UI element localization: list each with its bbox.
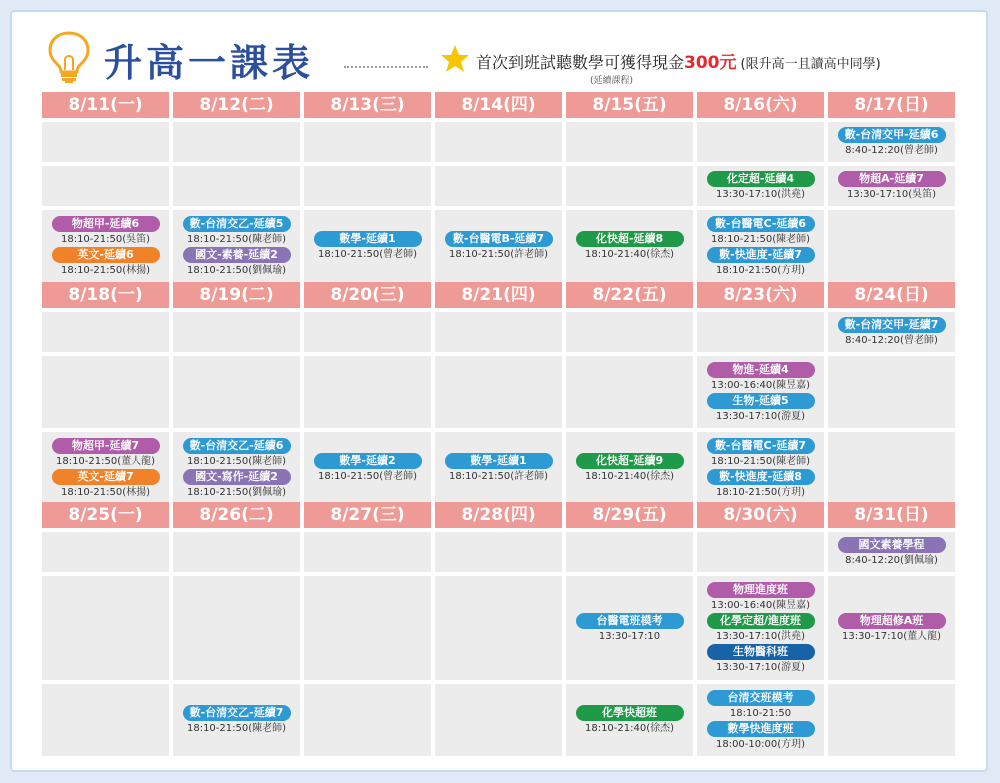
course-pill: 數-台清交乙-延續6 bbox=[183, 438, 291, 454]
schedule-cell bbox=[304, 532, 431, 572]
course-time: 18:10-21:50(董人龍) bbox=[55, 455, 156, 467]
schedule-cell bbox=[697, 432, 824, 504]
day-header: 8/11(一) bbox=[42, 92, 169, 118]
day-header: 8/19(二) bbox=[173, 282, 300, 308]
course-time: 18:10-21:40(徐杰) bbox=[584, 249, 675, 260]
course-time: 13:30-17:10(吳笛) bbox=[846, 189, 937, 200]
day-header: 8/15(五) bbox=[566, 92, 693, 118]
day-header: 8/14(四) bbox=[435, 92, 562, 118]
course-pill: 數-台清交乙-延續5 bbox=[183, 216, 291, 232]
course-time: 18:10-21:50(陳老師) bbox=[186, 723, 287, 734]
course-pill: 物超甲-延續7 bbox=[52, 438, 160, 454]
course-time: 18:10-21:50(方玥) bbox=[715, 486, 806, 498]
star-icon bbox=[440, 44, 470, 74]
course-pill: 化學定超/進度班 bbox=[707, 613, 815, 629]
schedule-cell bbox=[828, 356, 955, 428]
course-pill: 英文-延續6 bbox=[52, 247, 160, 263]
course-time: 18:10-21:50(陳老師) bbox=[186, 455, 287, 467]
course-time: 18:10-21:50(林揚) bbox=[60, 264, 151, 276]
day-header: 8/21(四) bbox=[435, 282, 562, 308]
schedule-cell bbox=[173, 312, 300, 352]
schedule-cell bbox=[697, 576, 824, 680]
schedule-cell bbox=[828, 532, 955, 572]
course-pill: 化快超-延續9 bbox=[576, 453, 684, 469]
course-pill: 數學快進度班 bbox=[707, 721, 815, 737]
promo-subnote: (延續課程) bbox=[590, 76, 634, 86]
course-time: 18:10-21:50(方玥) bbox=[715, 264, 806, 276]
course-time: 18:10-21:50(劉佩瑜) bbox=[186, 264, 287, 276]
schedule-cell bbox=[435, 576, 562, 680]
schedule-cell bbox=[435, 684, 562, 756]
course-time: 13:00-16:40(陳昱嘉) bbox=[710, 600, 811, 611]
schedule-cell bbox=[828, 122, 955, 162]
schedule-cell bbox=[828, 210, 955, 282]
schedule-cell bbox=[828, 166, 955, 206]
course-pill: 數-台醫電C-延續6 bbox=[707, 216, 815, 232]
day-header: 8/29(五) bbox=[566, 502, 693, 528]
course-pill: 化快超-延續8 bbox=[576, 231, 684, 247]
lightbulb-icon bbox=[46, 30, 92, 84]
day-header: 8/16(六) bbox=[697, 92, 824, 118]
day-header: 8/28(四) bbox=[435, 502, 562, 528]
schedule-cell bbox=[566, 166, 693, 206]
day-header: 8/30(六) bbox=[697, 502, 824, 528]
day-header: 8/18(一) bbox=[42, 282, 169, 308]
schedule-cell bbox=[697, 210, 824, 282]
course-time: 18:10-21:50(曾老師) bbox=[317, 471, 418, 482]
schedule-cell bbox=[173, 432, 300, 504]
course-time: 13:30-17:10(洪堯) bbox=[715, 189, 806, 200]
course-time: 13:00-16:40(陳昱嘉) bbox=[710, 379, 811, 391]
course-pill: 數-快進度-延續7 bbox=[707, 247, 815, 263]
course-time: 8:40-12:20(曾老師) bbox=[845, 145, 938, 156]
course-pill: 數學-延續2 bbox=[314, 453, 422, 469]
schedule-cell bbox=[566, 122, 693, 162]
schedule-cell bbox=[42, 532, 169, 572]
schedule-cell bbox=[42, 122, 169, 162]
schedule-cell bbox=[566, 312, 693, 352]
day-header: 8/12(二) bbox=[173, 92, 300, 118]
schedule-grid bbox=[42, 92, 958, 754]
course-time: 18:00-10:00(方玥) bbox=[715, 738, 806, 750]
schedule-cell bbox=[173, 576, 300, 680]
schedule-cell bbox=[697, 356, 824, 428]
course-pill: 物進-延續4 bbox=[707, 362, 815, 378]
day-header: 8/13(三) bbox=[304, 92, 431, 118]
course-pill: 台醫電班模考 bbox=[576, 613, 684, 629]
course-pill: 物理超修A班 bbox=[838, 613, 946, 629]
course-pill: 化定超-延續4 bbox=[707, 171, 815, 187]
course-time: 8:40-12:20(劉佩瑜) bbox=[845, 555, 938, 566]
schedule-cell bbox=[304, 432, 431, 504]
schedule-cell bbox=[435, 432, 562, 504]
schedule-cell bbox=[566, 210, 693, 282]
course-pill: 數-台醫電B-延續7 bbox=[445, 231, 553, 247]
course-pill: 數-快進度-延續8 bbox=[707, 469, 815, 485]
course-time: 18:10-21:50(許老師) bbox=[448, 249, 549, 260]
schedule-cell bbox=[173, 356, 300, 428]
day-header: 8/22(五) bbox=[566, 282, 693, 308]
page-title: 升高一課表 bbox=[104, 41, 315, 85]
schedule-cell bbox=[304, 166, 431, 206]
schedule-cell bbox=[566, 532, 693, 572]
course-pill: 國文-素養-延續2 bbox=[183, 247, 291, 263]
course-pill: 數-台醫電C-延續7 bbox=[707, 438, 815, 454]
schedule-cell bbox=[304, 684, 431, 756]
course-pill: 英文-延續7 bbox=[52, 469, 160, 485]
course-pill: 數學-延續1 bbox=[314, 231, 422, 247]
course-time: 18:10-21:50(陳老師) bbox=[186, 233, 287, 245]
course-time: 18:10-21:40(徐杰) bbox=[584, 723, 675, 734]
schedule-cell bbox=[304, 122, 431, 162]
promo-amount: 300元 bbox=[684, 53, 737, 73]
day-header: 8/17(日) bbox=[828, 92, 955, 118]
schedule-cell bbox=[566, 576, 693, 680]
course-time: 13:30-17:10(游夏) bbox=[715, 662, 806, 673]
course-time: 18:10-21:50(吳笛) bbox=[60, 233, 151, 245]
schedule-cell bbox=[566, 432, 693, 504]
course-pill: 台清交班模考 bbox=[707, 690, 815, 706]
course-time: 13:30-17:10(洪堯) bbox=[715, 631, 806, 642]
schedule-cell bbox=[304, 210, 431, 282]
course-time: 18:10-21:40(徐杰) bbox=[584, 471, 675, 482]
schedule-cell bbox=[435, 210, 562, 282]
course-pill: 數-台清交甲-延續6 bbox=[838, 127, 946, 143]
schedule-cell bbox=[828, 576, 955, 680]
schedule-cell bbox=[173, 166, 300, 206]
schedule-cell bbox=[828, 684, 955, 756]
schedule-cell bbox=[435, 312, 562, 352]
promo-line bbox=[476, 48, 881, 73]
course-time: 18:10-21:50(林揚) bbox=[60, 486, 151, 498]
schedule-cell bbox=[42, 576, 169, 680]
course-pill: 國文素養學程 bbox=[838, 537, 946, 553]
course-pill: 生物醫科班 bbox=[707, 644, 815, 660]
schedule-cell bbox=[435, 166, 562, 206]
schedule-cell bbox=[173, 532, 300, 572]
schedule-cell bbox=[697, 166, 824, 206]
schedule-cell bbox=[697, 122, 824, 162]
schedule-cell bbox=[697, 312, 824, 352]
dotted-divider bbox=[344, 66, 428, 68]
schedule-cell bbox=[435, 356, 562, 428]
schedule-cell bbox=[173, 684, 300, 756]
schedule-cell bbox=[173, 122, 300, 162]
course-time: 18:10-21:50 bbox=[729, 707, 792, 719]
promo-note: (限升高一且讀高中同學) bbox=[740, 57, 881, 72]
course-pill: 物理進度班 bbox=[707, 582, 815, 598]
course-time: 18:10-21:50(劉佩瑜) bbox=[186, 486, 287, 498]
day-header: 8/20(三) bbox=[304, 282, 431, 308]
promo-text: 首次到班試聽數學可獲得現金 bbox=[476, 53, 685, 72]
course-time: 13:30-17:10(董人龍) bbox=[841, 631, 942, 642]
schedule-cell bbox=[828, 312, 955, 352]
course-time: 18:10-21:50(許老師) bbox=[448, 471, 549, 482]
schedule-cell bbox=[566, 356, 693, 428]
course-time: 18:10-21:50(陳老師) bbox=[710, 233, 811, 245]
schedule-cell bbox=[42, 166, 169, 206]
schedule-cell bbox=[697, 532, 824, 572]
course-time: 18:10-21:50(曾老師) bbox=[317, 249, 418, 260]
course-pill: 數-台清交甲-延續7 bbox=[838, 317, 946, 333]
schedule-cell bbox=[42, 312, 169, 352]
course-pill: 物超A-延續7 bbox=[838, 171, 946, 187]
course-pill: 數學-延續1 bbox=[445, 453, 553, 469]
course-time: 13:30-17:10 bbox=[598, 631, 661, 642]
day-header: 8/26(二) bbox=[173, 502, 300, 528]
schedule-cell bbox=[435, 122, 562, 162]
schedule-cell bbox=[304, 312, 431, 352]
schedule-cell bbox=[304, 356, 431, 428]
day-header: 8/25(一) bbox=[42, 502, 169, 528]
schedule-cell bbox=[566, 684, 693, 756]
schedule-cell bbox=[304, 576, 431, 680]
schedule-cell bbox=[697, 684, 824, 756]
schedule-cell bbox=[173, 210, 300, 282]
course-pill: 數-台清交乙-延續7 bbox=[183, 705, 291, 721]
schedule-cell bbox=[42, 432, 169, 504]
schedule-cell bbox=[42, 356, 169, 428]
schedule-cell bbox=[42, 210, 169, 282]
schedule-cell bbox=[828, 432, 955, 504]
day-header: 8/23(六) bbox=[697, 282, 824, 308]
course-time: 13:30-17:10(游夏) bbox=[715, 410, 806, 422]
course-pill: 國文-寫作-延續2 bbox=[183, 469, 291, 485]
course-time: 8:40-12:20(曾老師) bbox=[845, 335, 938, 346]
schedule-cell bbox=[42, 684, 169, 756]
day-header: 8/27(三) bbox=[304, 502, 431, 528]
schedule-cell bbox=[435, 532, 562, 572]
day-header: 8/24(日) bbox=[828, 282, 955, 308]
course-time: 18:10-21:50(陳老師) bbox=[710, 455, 811, 467]
course-pill: 化學快超班 bbox=[576, 705, 684, 721]
course-pill: 生物-延續5 bbox=[707, 393, 815, 409]
course-pill: 物超甲-延續6 bbox=[52, 216, 160, 232]
day-header: 8/31(日) bbox=[828, 502, 955, 528]
